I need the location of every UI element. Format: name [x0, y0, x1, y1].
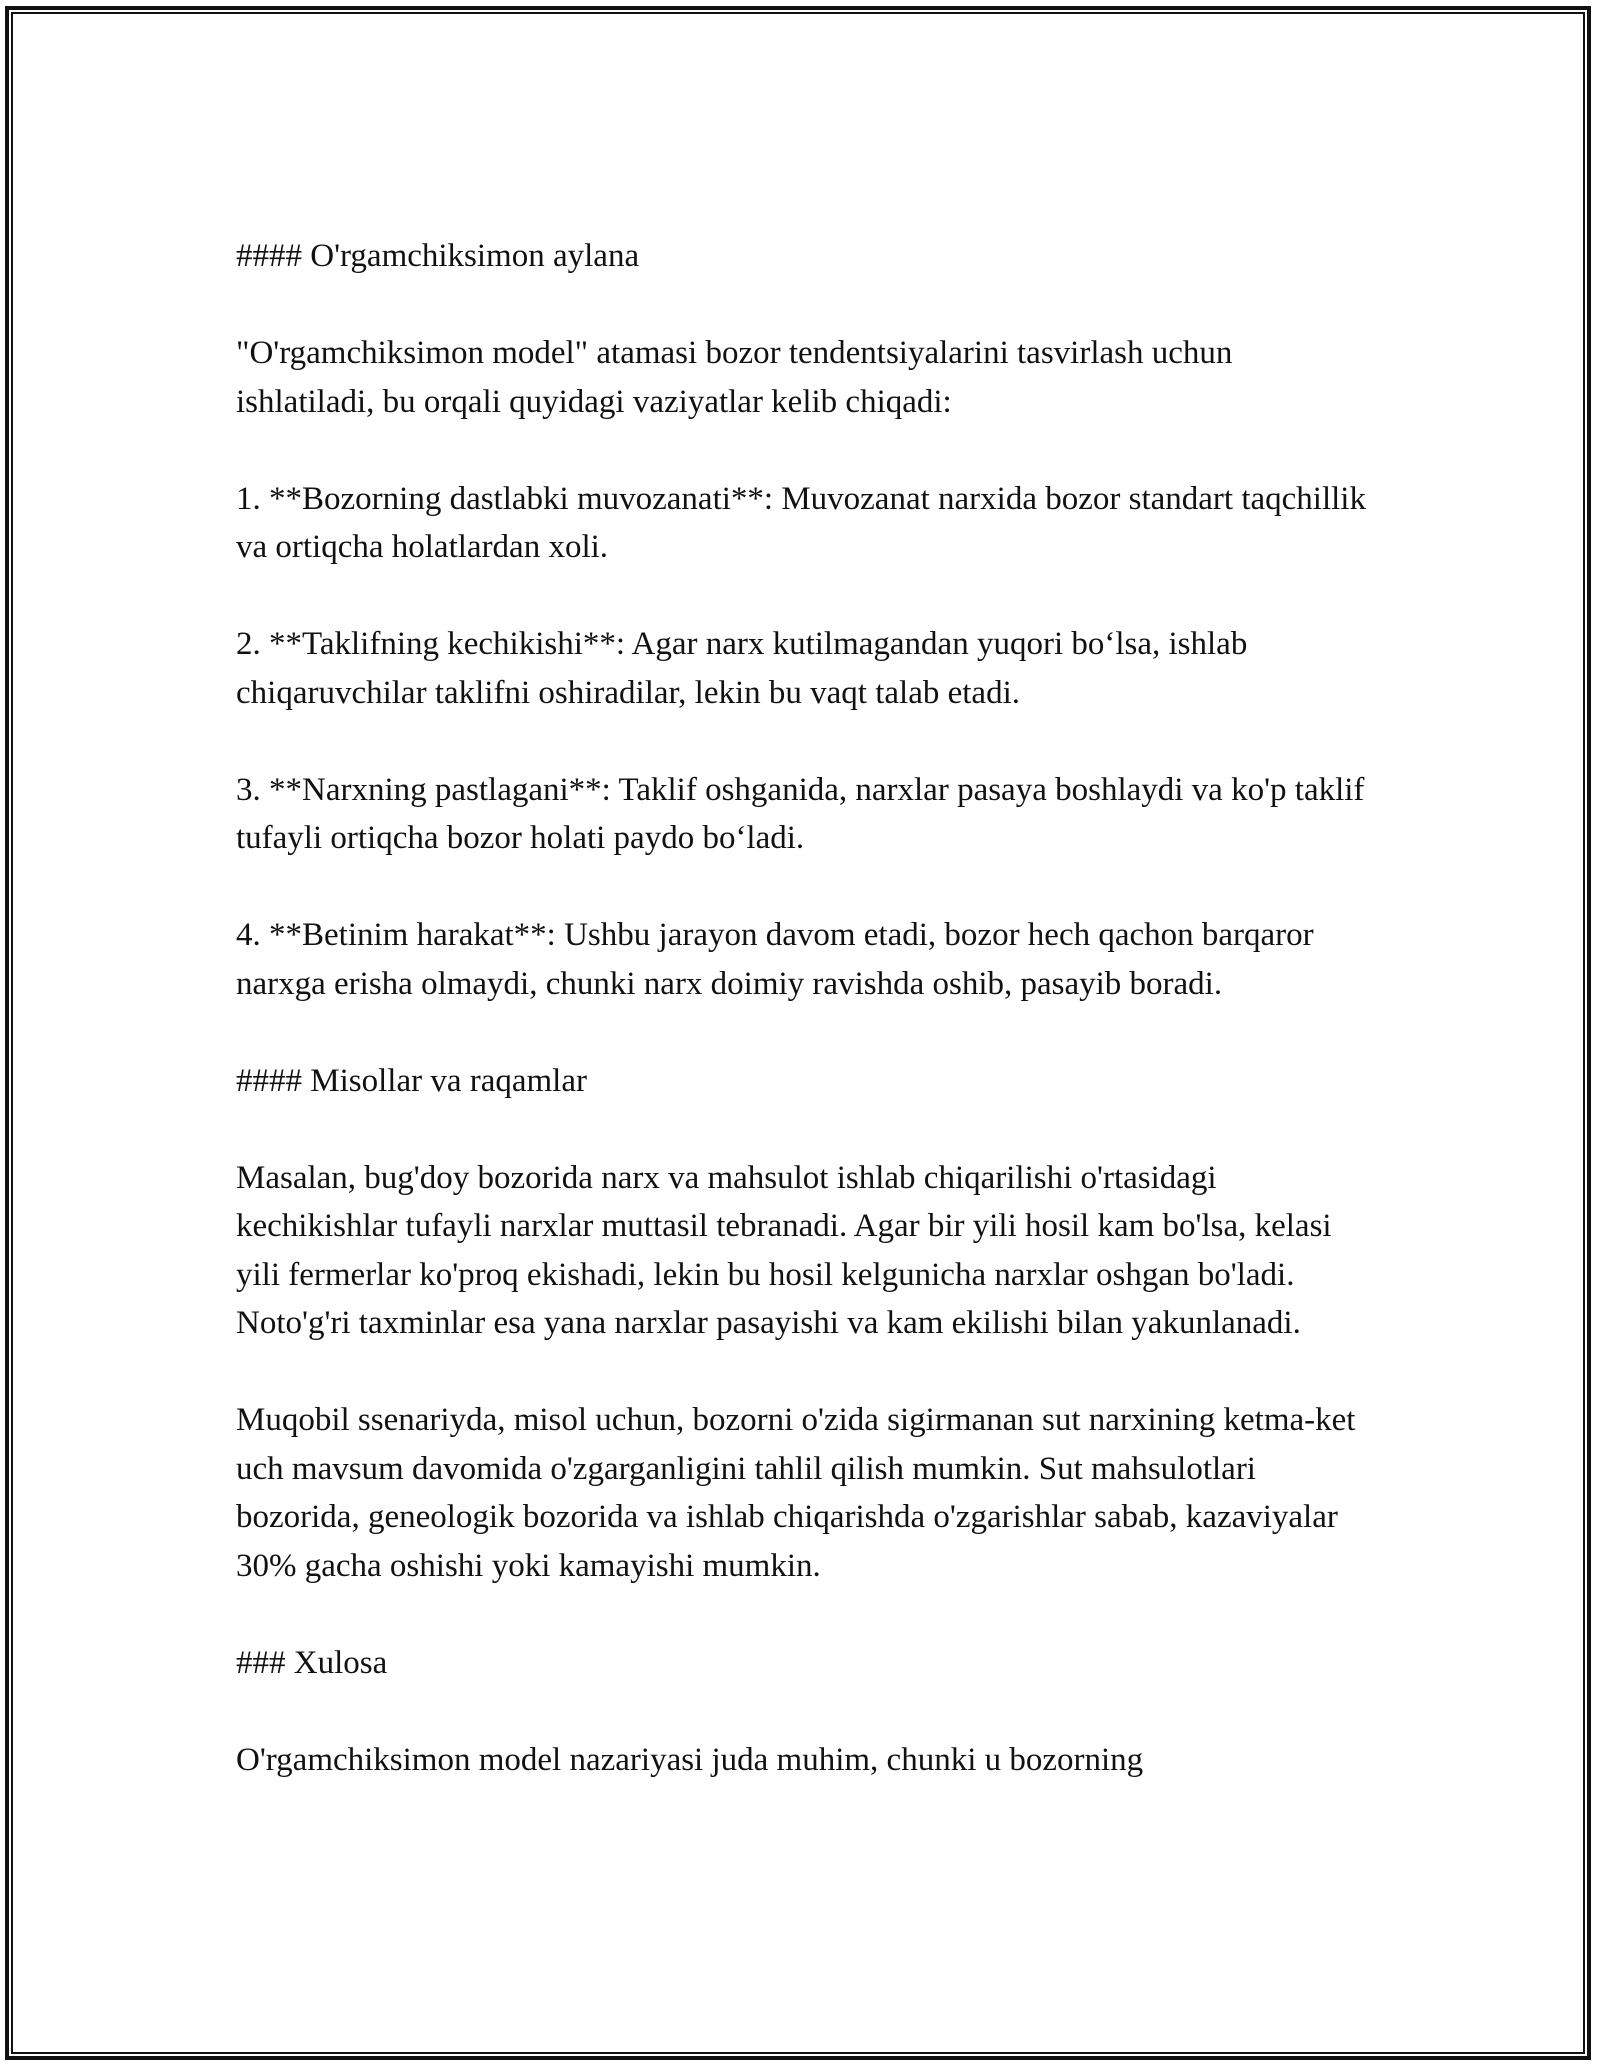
section-heading: #### Misollar va raqamlar: [236, 1062, 587, 1099]
section-heading: #### O'rgamchiksimon aylana: [236, 238, 640, 274]
list-item: 4. **Betinim harakat**: Ushbu jarayon davom etadi, bozor hech qachon barqaror narxga erisha olmaydi, chunki narx doimiy ravishda oshib, pasayib boradi.: [236, 917, 1314, 1002]
list-item: 1. **Bozorning dastlabki muvozanati**: Muvozanat narxida bozor standart taqchillik va ortiqcha holatlardan xoli.: [236, 480, 1366, 565]
section-heading: ### Xulosa: [236, 1644, 388, 1681]
example-paragraph: Muqobil ssenariyda, misol uchun, bozorni o'zida sigirmanan sut narxining ketma-ket uch mavsum davomida o'zgarganligini tahlil qilish mumkin. Sut mahsulotlari bozorida, geneologik bozorida va ishlab chiqarishda o'zgarishlar sabab, kazaviyalar 30% gacha oshishi yoki kamayishi mumkin.: [236, 1402, 1356, 1584]
document-body: [236, 232, 1376, 1784]
list-item: 2. **Taklifning kechikishi**: Agar narx kutilmagandan yuqori bo‘lsa, ishlab chiqaruvchilar taklifni oshiradilar, lekin bu vaqt talab etadi.: [236, 626, 1248, 711]
intro-paragraph: "O'rgamchiksimon model" atamasi bozor tendentsiyalarini tasvirlash uchun ishlatiladi, bu orqali quyidagi vaziyatlar kelib chiqadi:: [236, 335, 1233, 420]
example-paragraph: Masalan, bug'doy bozorida narx va mahsulot ishlab chiqarilishi o'rtasidagi kechikishlar tufayli narxlar muttasil tebranadi. Agar bir yili hosil kam bo'lsa, kelasi yili fermerlar ko'proq ekishadi, lekin bu hosil kelgunicha narxlar oshgan bo'ladi. Noto'g'ri taxminlar esa yana narxlar pasayishi va kam ekilishi bilan yakunlanadi.: [236, 1159, 1332, 1341]
conclusion-paragraph: O'rgamchiksimon model nazariyasi juda muhim, chunki u bozorning: [236, 1741, 1144, 1778]
list-item: 3. **Narxning pastlagani**: Taklif oshganida, narxlar pasaya boshlaydi va ko'p taklif tufayli ortiqcha bozor holati paydo bo‘ladi.: [236, 771, 1365, 856]
